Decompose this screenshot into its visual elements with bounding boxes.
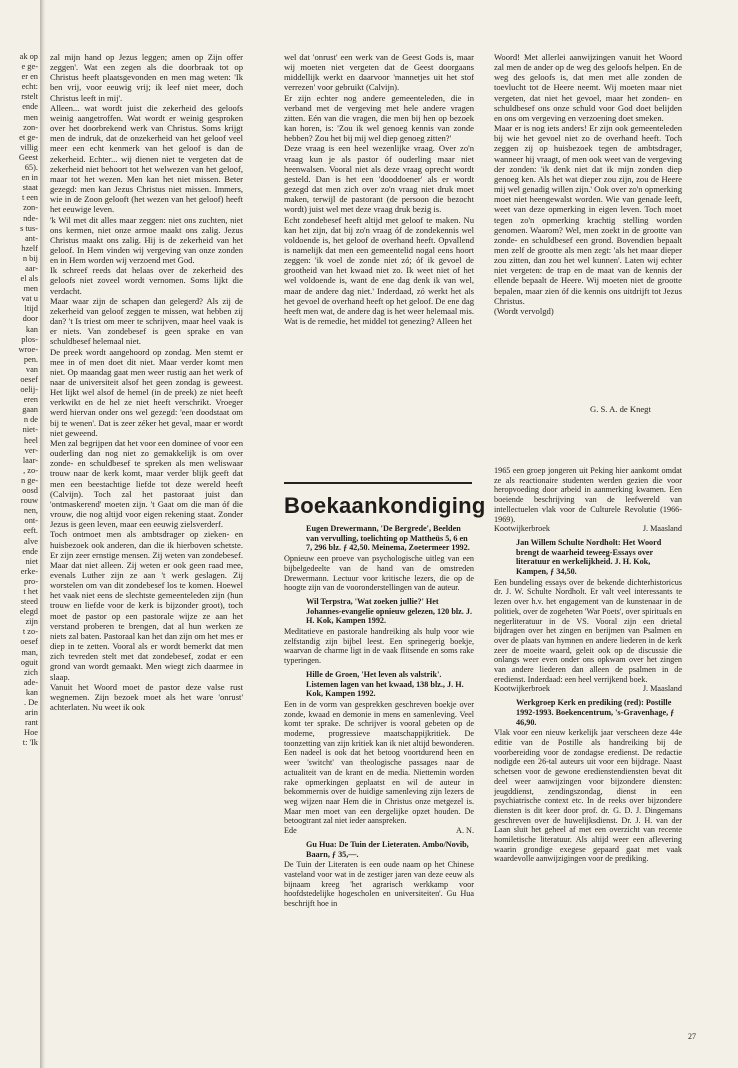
page-fold-shadow	[40, 0, 46, 1068]
strip-fragment: elegd	[19, 607, 38, 617]
strip-fragment: pro-	[24, 576, 38, 586]
strip-fragment: t zo-	[22, 627, 38, 637]
strip-fragment: men	[23, 284, 38, 294]
strip-fragment: nen,	[23, 506, 38, 516]
paragraph: wel dat 'onrust' een werk van de Geest Gods is, maar wij moeten niet vergeten dat de Geest doorgaans middellijk werkt en daarvoor 'mannetjes uit het stof verrezen' voor gebruikt (Calvijn).	[284, 52, 474, 93]
review-text: 1965 een groep jongeren uit Peking hier aankomt omdat ze als reactionaire studenten werden gezien die voor heropvoeding door arbeid in aanmerking kwamen. Een boeiende beschrijving van de leefwereld van intellectuelen vlak voor de Culturele Revolutie (1966-1969).	[494, 466, 682, 524]
strip-fragment: aar-	[25, 263, 38, 273]
strip-fragment: door	[22, 314, 38, 324]
review-heading: Werkgroep Kerk en prediking (red): Postille 1992-1993. Boekencentrum, 's-Gravenhage, ƒ 46,90.	[516, 698, 675, 727]
review-text: Vlak voor een nieuw kerkelijk jaar verscheen deze 44e editie van de Postille als handreiking bij de voorbereiding voor de zondagse eredienst. De redactie nodigde een 26-tal auteurs uit voor een bijdrage. Naast schetsen voor de gewone eredienstendiensten bevat dit deel weer aanwijzingen voor bijzondere diensten: jeugddienst, zendingszondag, dienst in een psychiatrische context etc. In de reeks over bijzondere diensten is dit keer door prof. dr. G. D. J. Dingemans geschreven over de huwelijksdienst. Dr. J. H. van der Laan sluit het geheel af met een overzicht van recente homiletische literatuur. Als altijd weer een aflevering waarin grondige exegese gepaard gaat met vaak waardevolle aanwijzigingen voor de prediking.	[494, 728, 682, 864]
review-text: Een bundeling essays over de bekende dichterhistoricus dr. J. W. Schulte Nordholt. Er valt veel interessants te lezen over h.v. het engagement van de kunstenaar in de politiek, over de zogeheten 'War Poets', over spirituals en negerliteratuur in de VS. Vooral zijn een drietal bijdragen over het zingen en berijmen van Psalmen en over de plaats van hymnen en andere liederen in de kerk zeer de moeite waard, geleit ook op de discussie die onlangs weer even onder ons opkwam over het zingen van andere liederen dan alleen de psalmen in de eredienst. Inderdaad: een heel verrijkend boek.	[494, 577, 682, 684]
paragraph: zal mijn hand op Jezus leggen; amen op Zijn offer zeggen'. Wat een zegen als die doorbraak tot op Christus heeft plaatsgevonden en men mag weten: 'Ik ben vrij, voor eeuwig vrij; ik leef niet meer, doch Christus leeft in mij'.	[50, 52, 243, 103]
strip-fragment: ade-	[23, 677, 38, 687]
article-column-2	[284, 52, 474, 326]
strip-fragment: alve	[24, 536, 38, 546]
review-text: Meditatieve en pastorale handreiking als hulp voor wie zelfstandig zijn bijbel leest. Een sprinegerig boekje, waarvan de charme ligt in de vaak flitsende en soms rake typeringen.	[284, 627, 474, 666]
strip-fragment: pen.	[23, 354, 38, 364]
paragraph: Deze vraag is een heel wezenlijke vraag. Over zo'n vraag kun je als pastor óf ouderling maar niet heenwalsen. Vooral niet als deze vraag oprecht wordt gesteld. Dan is het een 'dooddoener' als er wordt gezegd dat men zich over zo'n vraag niet druk moet maken, terwijl de pastorant (de persoon die bezocht wordt) juist wel met deze vraag druk bezig is.	[284, 143, 474, 215]
strip-fragment: arin	[24, 708, 38, 718]
strip-fragment: laar-	[22, 455, 38, 465]
strip-fragment: men	[23, 112, 38, 122]
review-place: Kootwijkerbroek	[494, 524, 550, 534]
strip-fragment: plos-	[21, 334, 38, 344]
page-number: 27	[688, 1032, 696, 1041]
review-place: Kootwijkerbroek	[494, 684, 550, 694]
strip-fragment: ak op	[19, 52, 38, 61]
strip-fragment: ant-	[24, 233, 38, 243]
strip-fragment: niet	[25, 556, 38, 566]
strip-fragment: er en	[21, 72, 38, 82]
review-initials: J. Maasland	[642, 524, 682, 534]
paragraph: 'k Wil met dit alles maar zeggen: niet ons zuchten, niet ons kermen, niet onze armoe maakt ons zalig. Jezus Christus maakt ons zalig. Hij is de zekerheid van het geloof. In Hem vinden wij vergeving van onze zonden en in Hem worden wij verzoend met God.	[50, 214, 243, 266]
strip-fragment: villig	[20, 142, 38, 152]
author-signature: G. S. A. de Knegt	[590, 404, 651, 414]
paragraph: Ik schreef reeds dat helaas over de zekerheid des geloofs niet zoveel wordt vernomen. Soms lijkt die verdacht.	[50, 265, 243, 296]
strip-fragment: n de	[23, 415, 38, 425]
strip-fragment: oesef	[20, 375, 38, 384]
strip-fragment: oosd	[22, 486, 38, 496]
review-heading: Gu Hua: De Tuin der Lieteraten. Ambo/Novib, Baarn, ƒ 35,—.	[306, 839, 469, 859]
review-text: De Tuin der Literaten is een oude naam op het Chinese vasteland voor wat in de zestiger jaren van deze eeuw als bijnaam kreeg 'het agrarisch werkkamp voor hoofdstedelijke hogescholen en universiteiten'. Gu Hua beschrijft hoe in	[284, 860, 474, 909]
review-text: Opnieuw een proeve van psychologische uitleg van een bijbelgedeelte van de hand van de omstreden Drewermann. Lectuur voor kritische lezers, die op de hoogte zijn van de vooronderstellingen van de auteur.	[284, 554, 474, 593]
strip-fragment: ende	[22, 102, 38, 112]
strip-fragment: heel	[24, 435, 38, 445]
review-heading: Jan Willem Schulte Nordholt: Het Woord brengt de waarheid teweeg-Essays over literatuur en werkelijkheid. J. H. Kok, Kampen, ƒ 34,50.	[516, 537, 662, 577]
strip-fragment: wroe-	[18, 344, 38, 354]
strip-fragment: rstelt	[21, 92, 38, 102]
strip-fragment: oguit	[20, 657, 38, 667]
paragraph: Er zijn echter nog andere gemeenteleden, die in verband met de vergeving met hele andere vragen zitten. Eén van die vragen, die men bij hen op bezoek kan horen, is: 'Zou ik wel genoeg kennis van zonde hebben? Zou het bij mij wel diep genoeg zitten?'	[284, 92, 474, 144]
strip-fragment: kan	[25, 687, 38, 697]
strip-fragment: t: 'Ik	[22, 738, 38, 748]
paragraph: De preek wordt aangehoord op zondag. Men stemt er mee in of men doet dit niet. Maar verder komt men niet. Op maandag gaat men weer rustig aan het werk of naar de universiteit alsof het geen zondag is geweest. Het lijkt wel alsof de hemel (in de preek) ze niet heeft verkwikt en de hel ze niet heeft verschrikt. Vroeger werd hiervan onder ons wel gezegd: 'een doodstaat om bij te wenen'. Dat is zeer zéker het geval, maar er wordt niet geweend.	[50, 346, 243, 438]
strip-fragment: ltijd	[24, 304, 38, 314]
paragraph: Men zal begrijpen dat het voor een dominee of voor een ouderling dan nog niet zo gemakkelijk is om over zonde- en schuldbesef te spreken als men weliswaar trouw naar de kerk komt, maar verder blijk geeft dat men een beestachtige liefde tot deze wereld heeft (Calvijn). Toch zal het pastoraat juist dan 'ontmaskerend' moeten zijn. 't Gaat om die man óf die vrouw, die nog altijd voor eigen rekening staat. Zonder Jezus is geen leven, maar een eeuwig zielsverderf.	[50, 437, 243, 530]
paragraph: Alleen... wat wordt juist die zekerheid des geloofs weinig aangetroffen. Wat wordt er weinig gesproken over het doorbrekend werk van Christus. Soms krijgt men de indruk, dat de onzekerheid van het geloof veel meer een echt kenmerk van het geloof is dan de zekerheid. Echter... wij dienen niet te vergeten dat de zekerheid niet behoort tot het welwezen van het geloof, maar tot het wezen. Men kan het niet missen. Beter gezegd: men kan Jezus Christus niet missen. Immers, wie in de Zoon gelooft (het wezen van het geloof) heeft het eeuwige leven.	[50, 102, 243, 215]
strip-fragment: steed	[20, 597, 38, 607]
strip-fragment: , zo-	[23, 465, 38, 475]
section-title: Boekaankondiging	[284, 493, 486, 518]
strip-fragment: n ge-	[21, 475, 38, 485]
strip-fragment: ende	[22, 546, 38, 556]
article-column-3	[494, 52, 682, 316]
strip-fragment: eeft.	[23, 526, 38, 536]
strip-fragment: n bij	[22, 253, 38, 263]
review-byline	[494, 524, 682, 534]
strip-fragment: rouw	[20, 496, 38, 506]
strip-fragment: van	[25, 364, 38, 374]
strip-fragment: oelij-	[20, 385, 38, 395]
paragraph: Maar er is nog iets anders! Er zijn ook gemeenteleden bij wie het gevoel niet zo de overhand heeft. Toch zeggen zij op huisbezoek tegen de ambtsdrager, wanneer hij vraagt, of men ook weet van de vergeving der zonden: 'ik denk niet dat ik mijn zonden diep genoeg ken. Als het wat dieper zou zijn, zou de Heere mij wel genadig willen zijn.' Ook over zo'n opmerking moet niet heengewalst worden. Wie van genade leeft, weet van deze opmerking in eigen leven. Toch moet tegen zo'n opmerking krachtig stelling worden genomen. Waarom? Wel, men zoekt in de grootte van zonde- en schuldbesef een grond. Bovendien bepaalt men zelf de grootte als men zegt: 'als het maar dieper zou zitten, dan zou het wel kunnen'. Laten wij echter niet vergeten: de trap en de maat van de kennis der ellende bepaalt de Heere. Wij moeten niet de grootte bepalen, maar zien óf die kennis ons uitdrijft tot Jezus Christus.	[494, 123, 682, 306]
strip-fragment: ver-	[24, 445, 38, 455]
strip-fragment: Geest	[18, 152, 38, 162]
strip-fragment: rant	[24, 718, 38, 728]
strip-fragment: man,	[21, 647, 38, 657]
strip-fragment: e ge-	[21, 62, 38, 72]
strip-fragment: oesef	[20, 637, 38, 647]
review-initials: J. Maasland	[642, 684, 682, 694]
review-text: Een in de vorm van gesprekken geschreven boekje over zonde, kwaad en demonie in mens en samenleving. Veel komt ter sprake. De schrijver is vooral gebeten op de moderne, progressieve maatschappijkritiek. De toonzetting van zijn kritiek kan ik niet altijd bewonderen. Een nadeel is ook dat het betoog voortdurend heen en weer 'switcht' van theologische passages naar de actualiteit van de krant en de media. Niettemin worden rake opmerkingen geplaatst en wil de auteur in bekommernis over de huidige samenleving zijn lezers de weg wijzen naar Hem die in Christus onze metgezel is. Maar men moet van een dergelijke opzet houden. De betoogtrant zal niet ieder aanspreken.	[284, 699, 474, 826]
strip-fragment: 65).	[24, 163, 38, 173]
strip-fragment: zon-	[23, 203, 38, 213]
strip-fragment: ont-	[24, 516, 38, 526]
strip-fragment: s tus-	[20, 223, 38, 233]
review-byline	[284, 826, 474, 836]
review-heading: Hille de Groen, 'Het leven als valstrik'. Listemen lagen van het kwaad, 138 blz., J. H. Kok, Kampen 1992.	[306, 669, 464, 699]
strip-fragment: nde-	[23, 213, 38, 223]
section-rule	[284, 482, 472, 484]
strip-fragment: gaan	[22, 405, 38, 415]
review-heading: Eugen Drewermann, 'De Bergrede', Beelden van vervulling, toelichting op Mattheüs 5, 6 en 7, 296 blz. ƒ 42,50. Meinema, Zoetermeer 1992.	[306, 524, 470, 553]
review-initials: A. N.	[456, 826, 474, 836]
strip-fragment: eren	[23, 395, 38, 405]
strip-fragment: staat	[22, 183, 38, 193]
strip-fragment: zijn	[25, 617, 38, 627]
strip-fragment: et ge-	[19, 132, 38, 142]
strip-fragment: vat u	[21, 294, 38, 304]
paragraph: Vanuit het Woord moet de pastor deze valse rust wegnemen. Zijn bezoek moet als het ware 'onrust' achterlaten. Nu weet ik ook	[50, 681, 243, 712]
strip-fragment: en in	[21, 173, 38, 183]
strip-fragment: el als	[20, 274, 38, 284]
strip-fragment: t het	[23, 586, 38, 596]
strip-fragment: Hoe	[24, 728, 38, 738]
strip-fragment: hzelf	[21, 243, 38, 253]
review-column-3	[494, 466, 682, 864]
strip-fragment: niet-	[22, 425, 38, 435]
paragraph: Echt zondebesef heeft altijd met geloof te maken. Nu kan het zijn, dat bij zo'n vraag óf de zondekennis wel voldoende is, het geloof de overhand heeft. Opvallend is namelijk dat men een gemeentelid nogal eens hoort zeggen: 'ik voel de zonde niet zó; óf ik gevoel de grootheid van het kwaad niet zo. Ik weet niet of het wel voldoende is, want de ene dag denk ik van wel, maar de andere dag niet.' Inderdaad, zó werkt het als het gevoel de overhand heeft op het geloof. De ene dag heeft men wat, de andere dag is het weer helemaal mis. Wat is de remedie, het middel tot genezing? Alleen het	[284, 214, 474, 327]
strip-fragment: echt:	[21, 82, 38, 92]
strip-fragment: zich	[24, 667, 38, 677]
strip-fragment: zon-	[23, 122, 38, 132]
review-column-2	[284, 520, 474, 909]
review-place: Ede	[284, 826, 297, 836]
paragraph: (Wordt vervolgd)	[494, 305, 554, 316]
adjacent-page-strip	[0, 52, 38, 748]
paragraph: Maar waar zijn de schapen dan gelegerd? Als zij de zekerheid van geloof zeggen te missen, wat hebben zij dan? 't Is triest om meer te schrijven, maar heel vaak is er niets. Van zondebesef is geen sprake en van schuldbesef helemaal niet.	[50, 295, 243, 347]
paragraph: Toch ontmoet men als ambtsdrager op zieken- en huisbezoek ook anderen, dan die ik hierboven schetste. Er zijn zeer ernstige mensen. Zij weten van zondebesef. Maar dat niet alleen. Zij weten er ook geen raad mee, evenals Luther zijn ze aan 't werk geslagen. Zij worstelen om van dit zondebesef los te komen. Hoewel het vaak niet eens de slechtste gemeenteleden zijn (hun trouw en liefde voor de kerk is bijzonder groot), toch moet de pastor op een pastorale wijze ze aan het verstand proberen te brengen, dat al hun werken ze niets zal baten. Pastoraal kan het dan zijn om het mes er diep in te zetten. Vooral als er wordt bemerkt dat men zich tevreden stelt met dat zondebesef, zodat er een grond van wordt gemaakt. Men wiegt zich daarmee in slaap.	[50, 529, 243, 682]
strip-fragment: . De	[24, 698, 38, 707]
review-heading: Wil Terpstra, 'Wat zoeken jullie?' Het Johannes-evangelie opnieuw gelezen, 120 blz. J. H. Kok, Kampen 1992.	[306, 596, 473, 626]
review-byline	[494, 684, 682, 694]
strip-fragment: kan	[25, 324, 38, 334]
paragraph: Woord! Met allerlei aanwijzingen vanuit het Woord zal men de ander op de weg des geloofs helpen. En de weg des geloofs is, dat men met alle zonden de toevlucht tot de Heere neemt. Wij moeten maar niet vergeten, dat niet het gevoel, maar het zonden- en schuldbesef ons onze schuld voor God doet belijden en ons om vergeving en verzoening doet smeken.	[494, 52, 682, 123]
strip-fragment: erke-	[20, 566, 38, 576]
article-column-1	[50, 52, 243, 712]
strip-fragment: t een	[21, 193, 38, 203]
